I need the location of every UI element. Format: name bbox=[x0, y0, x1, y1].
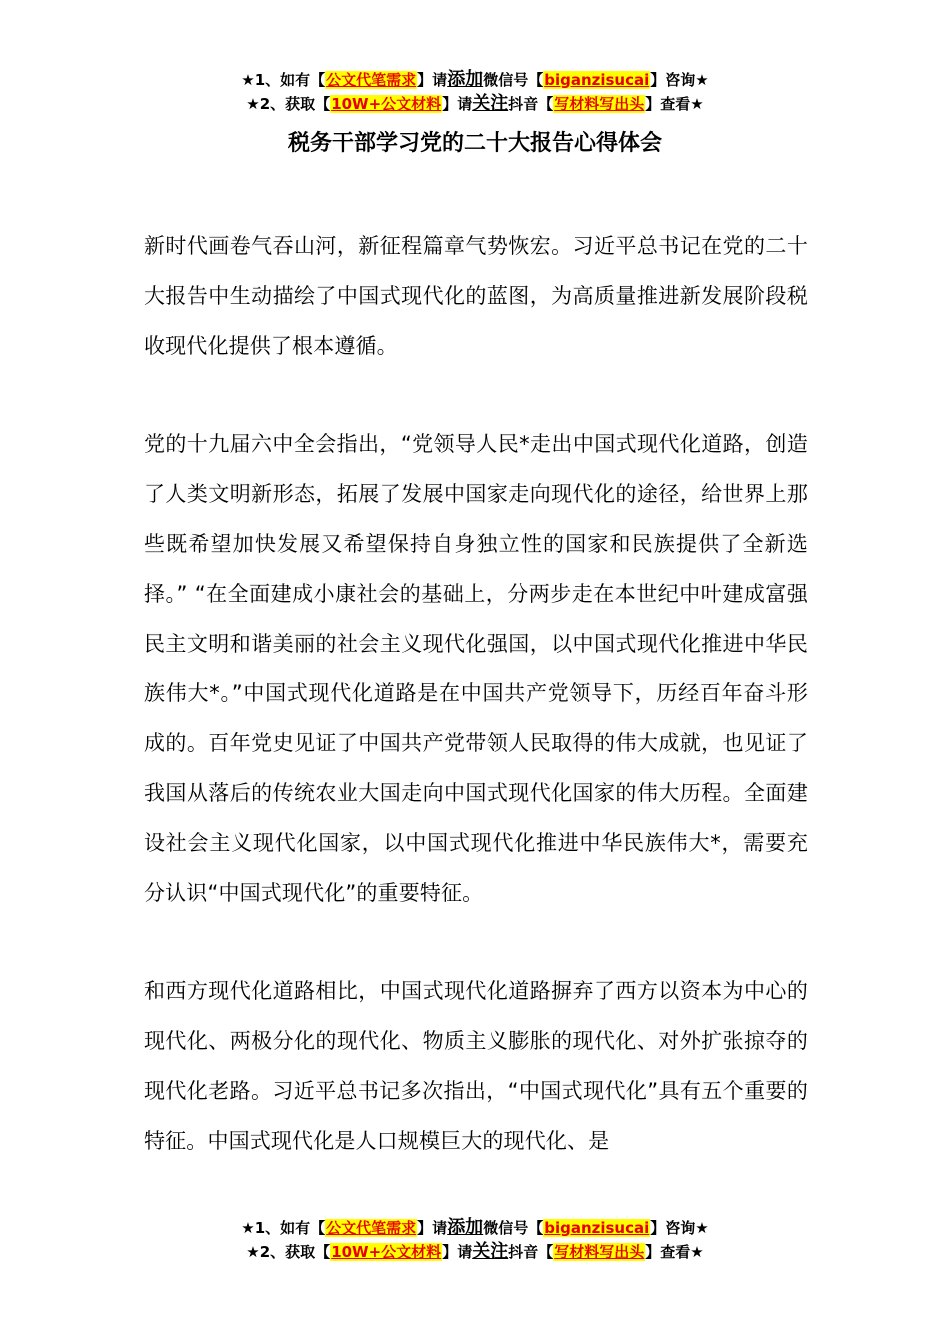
promo-highlight: 10W+公文材料 bbox=[331, 95, 442, 113]
promo-text: 微信号【 bbox=[483, 1219, 544, 1237]
promo-emphasis: 添加 bbox=[447, 69, 484, 90]
promo-text: ★1、如有【 bbox=[241, 1219, 326, 1237]
promo-text: 】咨询★ bbox=[650, 71, 709, 89]
promo-text: 微信号【 bbox=[483, 71, 544, 89]
promo-highlight: biganzisucai bbox=[544, 1219, 650, 1237]
promo-text: 抖音【 bbox=[508, 1243, 554, 1261]
promo-emphasis: 关注 bbox=[472, 93, 509, 114]
promo-highlight: 写材料写出头 bbox=[554, 1243, 645, 1261]
promo-emphasis: 关注 bbox=[472, 1241, 509, 1262]
paragraph-3: 和西方现代化道路相比，中国式现代化道路摒弃了西方以资本为中心的现代化、两极分化的现代化、物质主义膨胀的现代化、对外扩张掠夺的现代化老路。习近平总书记多次指出，“中国式现代化”具有五个重要的特征。中国式现代化是人口规模巨大的现代化、是 bbox=[144, 979, 808, 1153]
promo-text: ★2、获取【 bbox=[246, 1243, 331, 1261]
promo-text: 】请 bbox=[442, 95, 473, 113]
promo-highlight: 公文代笔需求 bbox=[326, 71, 417, 89]
promo-line-2 bbox=[0, 92, 950, 116]
promo-text: ★1、如有【 bbox=[241, 71, 326, 89]
promo-text: 】请 bbox=[442, 1243, 473, 1261]
promo-line-2 bbox=[0, 1240, 950, 1264]
document-body bbox=[144, 222, 808, 1216]
paragraph-2: 党的十九届六中全会指出，“党领导人民*走出中国式现代化道路，创造了人类文明新形态，拓展了发展中国家走向现代化的途径，给世界上那些既希望加快发展又希望保持自身独立性的国家和民族提供了全新选择。” “在全面建成小康社会的基础上，分两步走在本世纪中叶建成富强民主文明和谐美丽的社会主义现代化强国，以中国式现代化推进中华民族伟大*。”中国式现代化道路是在中国共产党领导下，历经百年奋斗形成的。百年党史见证了中国共产党带领人民取得的伟大成就，也见证了我国从落后的传统农业大国走向中国式现代化国家的伟大历程。全面建设社会主义现代化国家，以中国式现代化推进中华民族伟大*，需要充分认识“中国式现代化”的重要特征。 bbox=[144, 432, 808, 905]
promo-highlight: 写材料写出头 bbox=[554, 95, 645, 113]
promo-text: 】查看★ bbox=[645, 1243, 704, 1261]
promo-text: 抖音【 bbox=[508, 95, 554, 113]
promo-text: 】查看★ bbox=[645, 95, 704, 113]
paragraph-1: 新时代画卷气吞山河，新征程篇章气势恢宏。习近平总书记在党的二十大报告中生动描绘了中国式现代化的蓝图，为高质量推进新发展阶段税收现代化提供了根本遵循。 bbox=[144, 234, 808, 358]
promo-text: ★2、获取【 bbox=[246, 95, 331, 113]
document-title: 税务干部学习党的二十大报告心得体会 bbox=[287, 131, 662, 156]
promo-text: 】请 bbox=[417, 1219, 448, 1237]
promo-text: 】请 bbox=[417, 71, 448, 89]
promo-highlight: biganzisucai bbox=[544, 71, 650, 89]
promo-line-1 bbox=[0, 1216, 950, 1240]
promo-line-1 bbox=[0, 68, 950, 92]
promo-highlight: 10W+公文材料 bbox=[331, 1243, 442, 1261]
promo-banner-top bbox=[0, 68, 950, 116]
promo-banner-bottom bbox=[0, 1216, 950, 1264]
promo-emphasis: 添加 bbox=[447, 1217, 484, 1238]
promo-text: 】咨询★ bbox=[650, 1219, 709, 1237]
promo-highlight: 公文代笔需求 bbox=[326, 1219, 417, 1237]
